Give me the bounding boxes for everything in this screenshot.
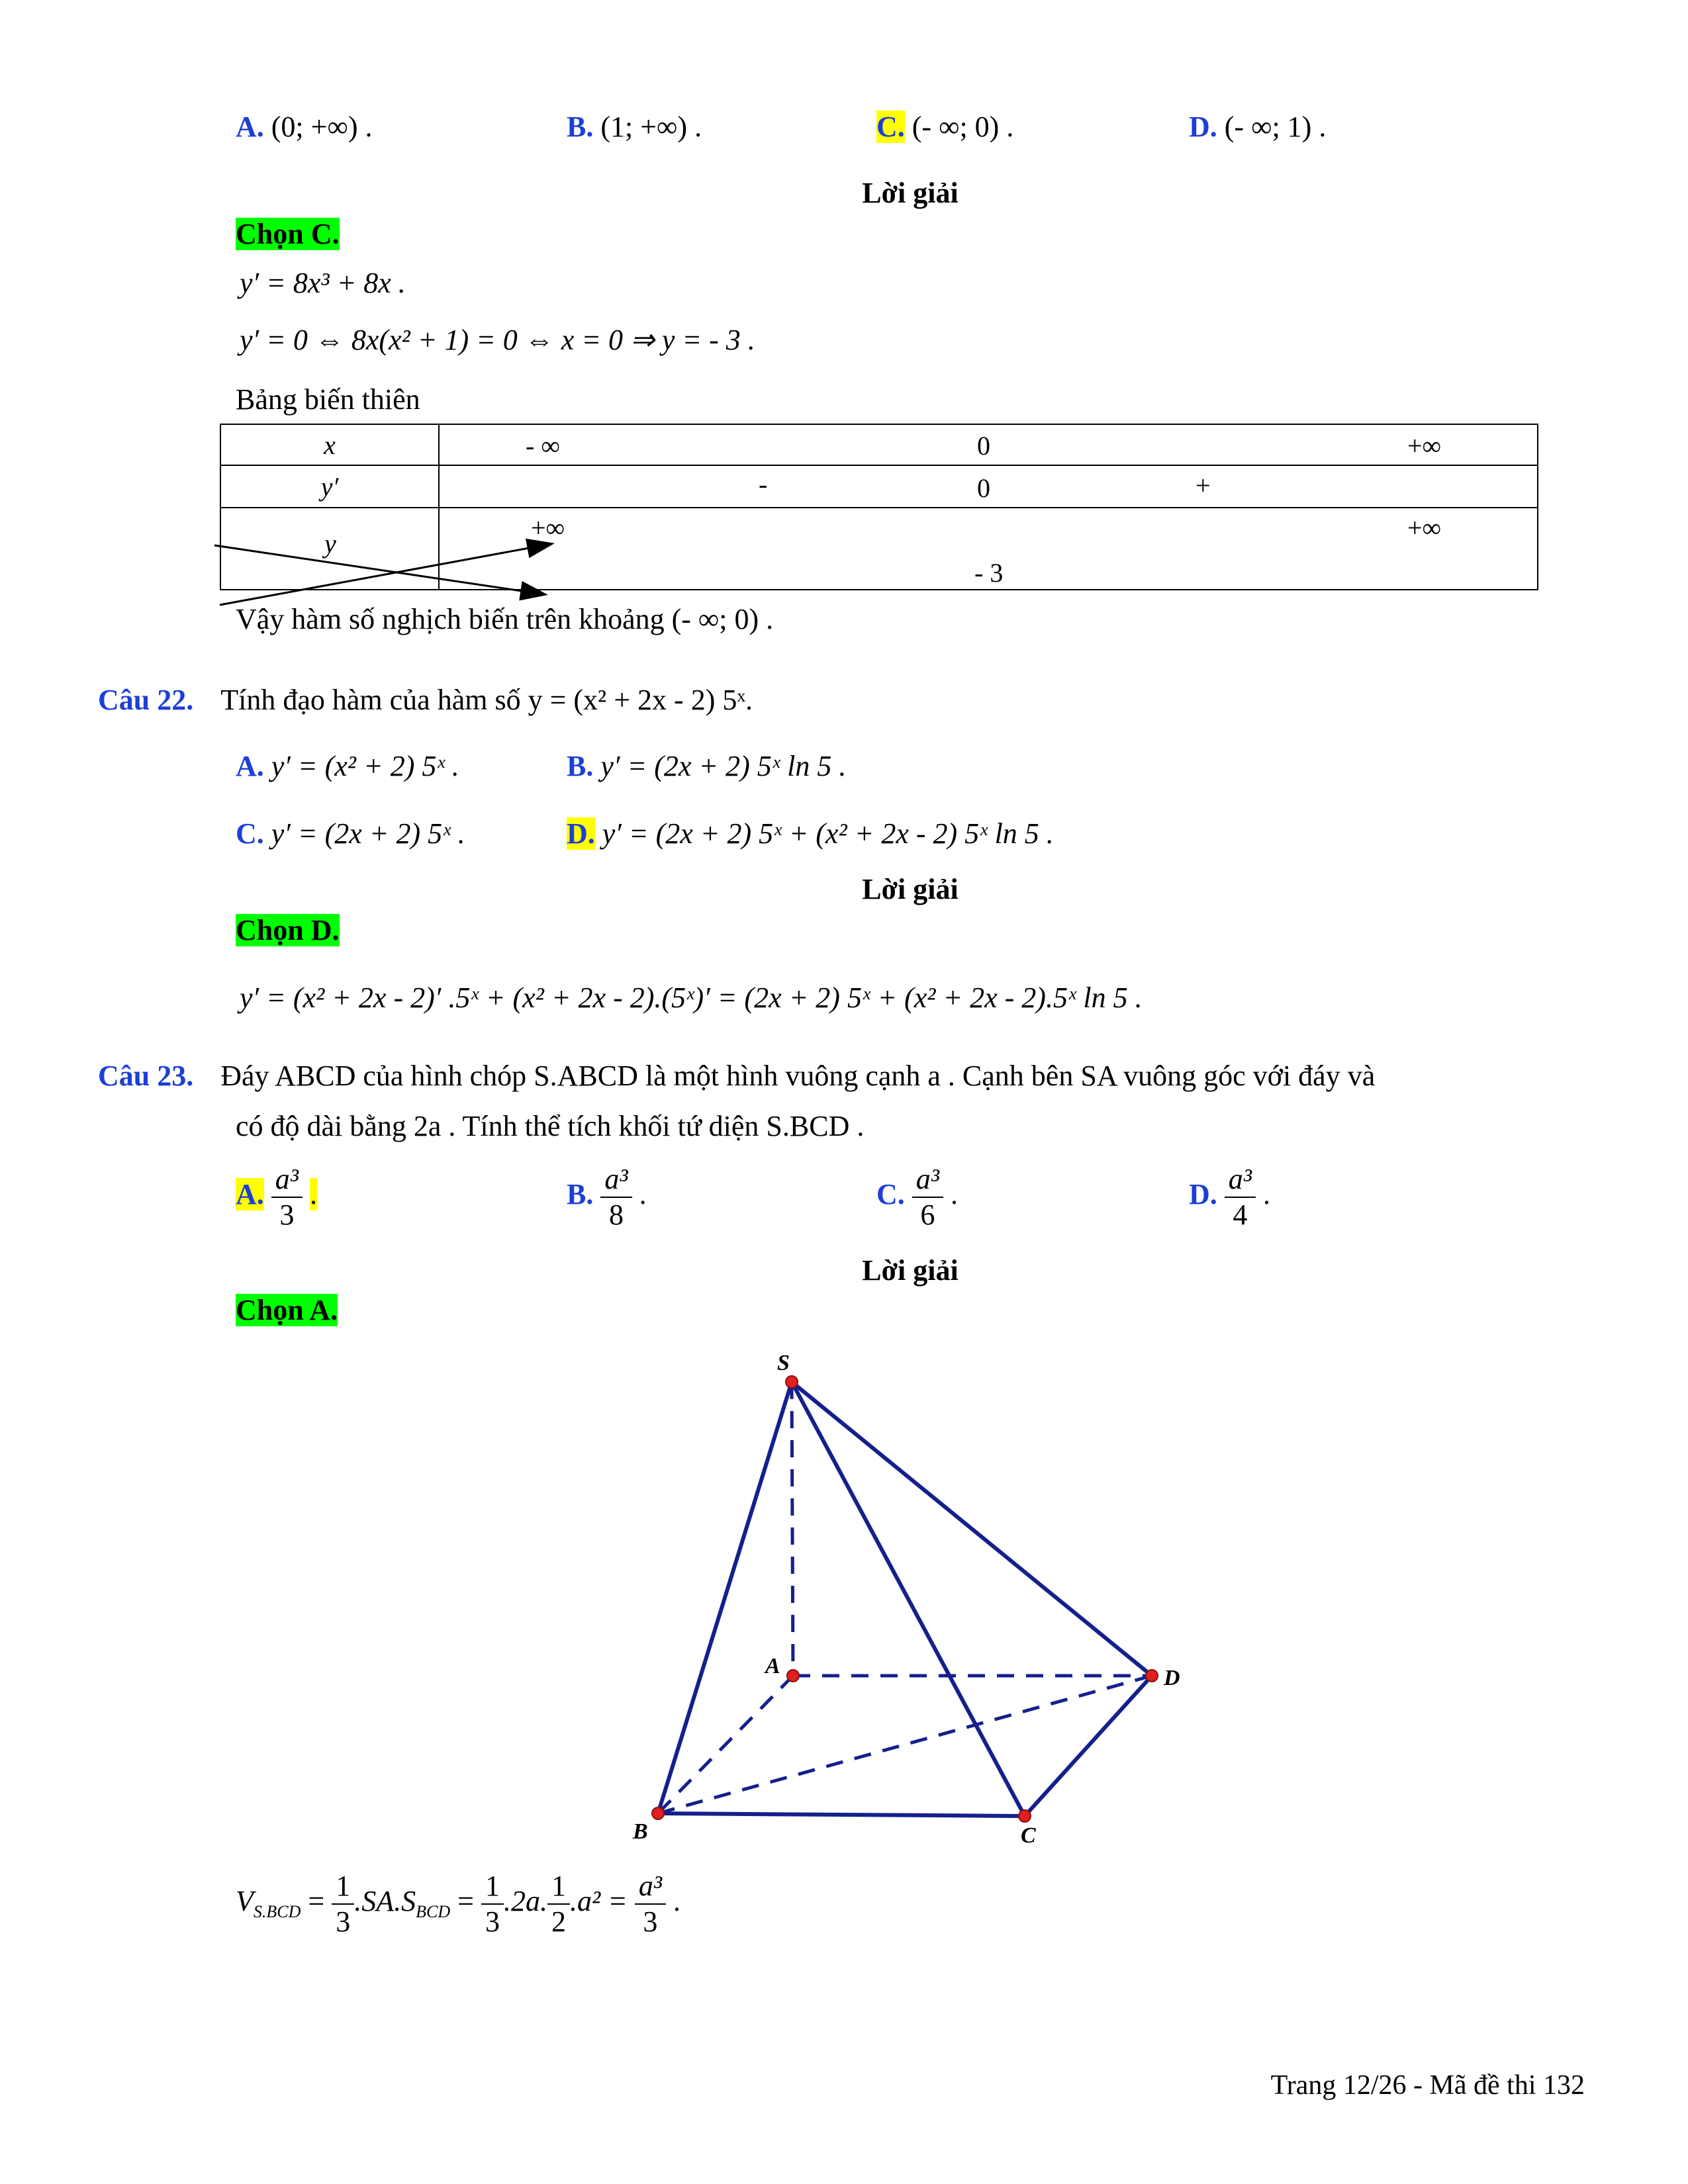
fraction-numerator: 1	[481, 1872, 504, 1905]
x-value: +∞	[1407, 431, 1442, 461]
fraction-denominator: 3	[643, 1905, 658, 1938]
formula-equals: =	[308, 1885, 325, 1918]
row-y-label: y	[324, 529, 336, 559]
fraction-numerator: 1	[547, 1872, 570, 1905]
page-footer: Trang 12/26 - Mã đề thi 132	[1270, 2070, 1585, 2101]
volume-formula	[236, 1872, 680, 1936]
formula-fraction	[547, 1872, 570, 1936]
option-label: C.	[876, 1178, 905, 1211]
q23-question-line2: có độ dài bằng 2a . Tính thể tích khối tứ diện S.BCD .	[236, 1110, 865, 1142]
choice-badge: Chọn C.	[236, 218, 340, 250]
option-label: C.	[876, 111, 905, 143]
option-text: (1; +∞) .	[600, 111, 702, 143]
y-value: +∞	[1407, 513, 1442, 543]
option-text: y′ = (2x + 2) 5ˣ + (x² + 2x - 2) 5ˣ ln 5 .	[602, 817, 1054, 850]
q23-option-c: C. $\frac{\text{a³}}{6}$ .	[876, 1163, 958, 1231]
dy-sign: +	[1196, 471, 1211, 500]
fraction-numerator: a³	[1225, 1165, 1256, 1198]
x-value: - ∞	[526, 431, 560, 461]
q23-option-b: B. $\frac{\text{a³}}{8}$ .	[567, 1163, 647, 1231]
option-label: B.	[567, 750, 594, 782]
option-label: B.	[567, 111, 594, 143]
question-number: Câu 23.	[98, 1060, 194, 1092]
fraction-numerator: a³	[635, 1872, 666, 1905]
option-text: (0; +∞) .	[271, 111, 373, 143]
y-value: +∞	[531, 513, 565, 543]
fraction-numerator: 1	[332, 1872, 354, 1905]
point-c	[1019, 1810, 1031, 1822]
edge-sc	[792, 1382, 1025, 1816]
option-text: (- ∞; 1) .	[1224, 111, 1327, 143]
option-label: D.	[1189, 111, 1217, 143]
formula-term: .a² =	[569, 1885, 628, 1918]
option-label: D.	[1189, 1178, 1217, 1211]
formula-subscript: S.BCD	[253, 1901, 301, 1921]
edge-bc	[658, 1813, 1025, 1816]
option-text: (- ∞; 0) .	[912, 111, 1014, 143]
choice-badge: Chọn A.	[236, 1294, 338, 1326]
question-text: Tính đạo hàm của hàm số y = (x² + 2x - 2) 5ˣ.	[220, 684, 753, 716]
formula-subscript: BCD	[416, 1901, 451, 1921]
formula-fraction	[332, 1872, 354, 1936]
q23-option-a: A. $\frac{\text{a³}}{3}$ .	[236, 1163, 317, 1231]
fraction-denominator: 3	[279, 1199, 295, 1231]
option-label: A.	[236, 750, 264, 782]
option-label: A.	[236, 111, 264, 143]
table-title: Bảng biến thiên	[236, 383, 420, 416]
choice-badge: Chọn D.	[236, 914, 340, 946]
question-text: Đáy ABCD của hình chóp S.ABCD là một hình vuông cạnh a . Cạnh bên SA vuông góc với đáy và	[220, 1060, 1376, 1092]
option-text: y′ = (2x + 2) 5ˣ .	[271, 817, 465, 850]
fraction-denominator: 2	[551, 1905, 566, 1938]
formula-term: .SA.S	[354, 1885, 416, 1918]
q23-solution-heading: Lời giải	[862, 1254, 959, 1287]
formula-fraction	[635, 1872, 666, 1936]
label-b: B	[633, 1819, 648, 1844]
q23-option-d: D. $\frac{\text{a³}}{4}$ .	[1189, 1163, 1270, 1231]
dy-sign: -	[759, 469, 768, 499]
point-a	[787, 1670, 799, 1682]
edge-sa-hidden	[792, 1382, 793, 1676]
option-label: C.	[236, 817, 264, 850]
fraction-denominator: 6	[920, 1199, 935, 1231]
dy-value: 0	[977, 473, 990, 503]
option-label: A.	[236, 1178, 264, 1211]
formula-end: .	[673, 1885, 681, 1918]
edge-bd-hidden	[658, 1676, 1152, 1813]
fraction-denominator: 3	[336, 1905, 351, 1938]
q21-derivative: y′ = 8x³ + 8x .	[240, 267, 406, 299]
fraction-numerator: a³	[600, 1165, 632, 1198]
row-dy-label: y′	[220, 465, 439, 508]
fraction-numerator: a³	[912, 1165, 943, 1198]
fraction-denominator: 4	[1233, 1199, 1248, 1231]
option-text: y′ = (x² + 2) 5ˣ .	[271, 750, 459, 782]
option-label: D.	[567, 817, 595, 850]
q21-solution-heading: Lời giải	[862, 177, 959, 209]
option-text: y′ = (2x + 2) 5ˣ ln 5 .	[600, 750, 847, 782]
label-s: S	[777, 1351, 790, 1375]
label-a: A	[765, 1654, 780, 1678]
row-x-label: x	[220, 424, 439, 465]
point-s	[786, 1376, 798, 1388]
q21-critical-point: y′ = 0 ⇔ 8x(x² + 1) = 0 ⇔ x = 0 ⇒ y = - 3 .	[240, 324, 755, 356]
point-d	[1146, 1670, 1158, 1682]
option-label: B.	[567, 1178, 594, 1211]
edge-sd	[792, 1382, 1152, 1676]
edge-cd	[1025, 1676, 1152, 1816]
edge-sb	[658, 1382, 792, 1813]
y-value: - 3	[974, 558, 1004, 588]
formula-fraction	[481, 1872, 504, 1936]
q21-conclusion: Vậy hàm số nghịch biến trên khoảng (- ∞; 0) .	[236, 603, 774, 635]
x-value: 0	[977, 431, 990, 461]
q22-solution: y′ = (x² + 2x - 2)′ .5ˣ + (x² + 2x - 2).(5ˣ)′ = (2x + 2) 5ˣ + (x² + 2x - 2).5ˣ ln 5 .	[240, 981, 1143, 1014]
fraction-denominator: 8	[608, 1199, 624, 1231]
label-c: C	[1021, 1823, 1036, 1848]
point-b	[652, 1807, 664, 1819]
formula-equals: =	[457, 1885, 474, 1918]
fraction-denominator: 3	[485, 1905, 500, 1938]
fraction-numerator: a³	[271, 1165, 303, 1198]
formula-term: .2a.	[503, 1885, 547, 1918]
question-number: Câu 22.	[98, 684, 194, 716]
q22-solution-heading: Lời giải	[862, 873, 959, 905]
label-d: D	[1164, 1666, 1180, 1690]
formula-v: V	[236, 1885, 254, 1918]
